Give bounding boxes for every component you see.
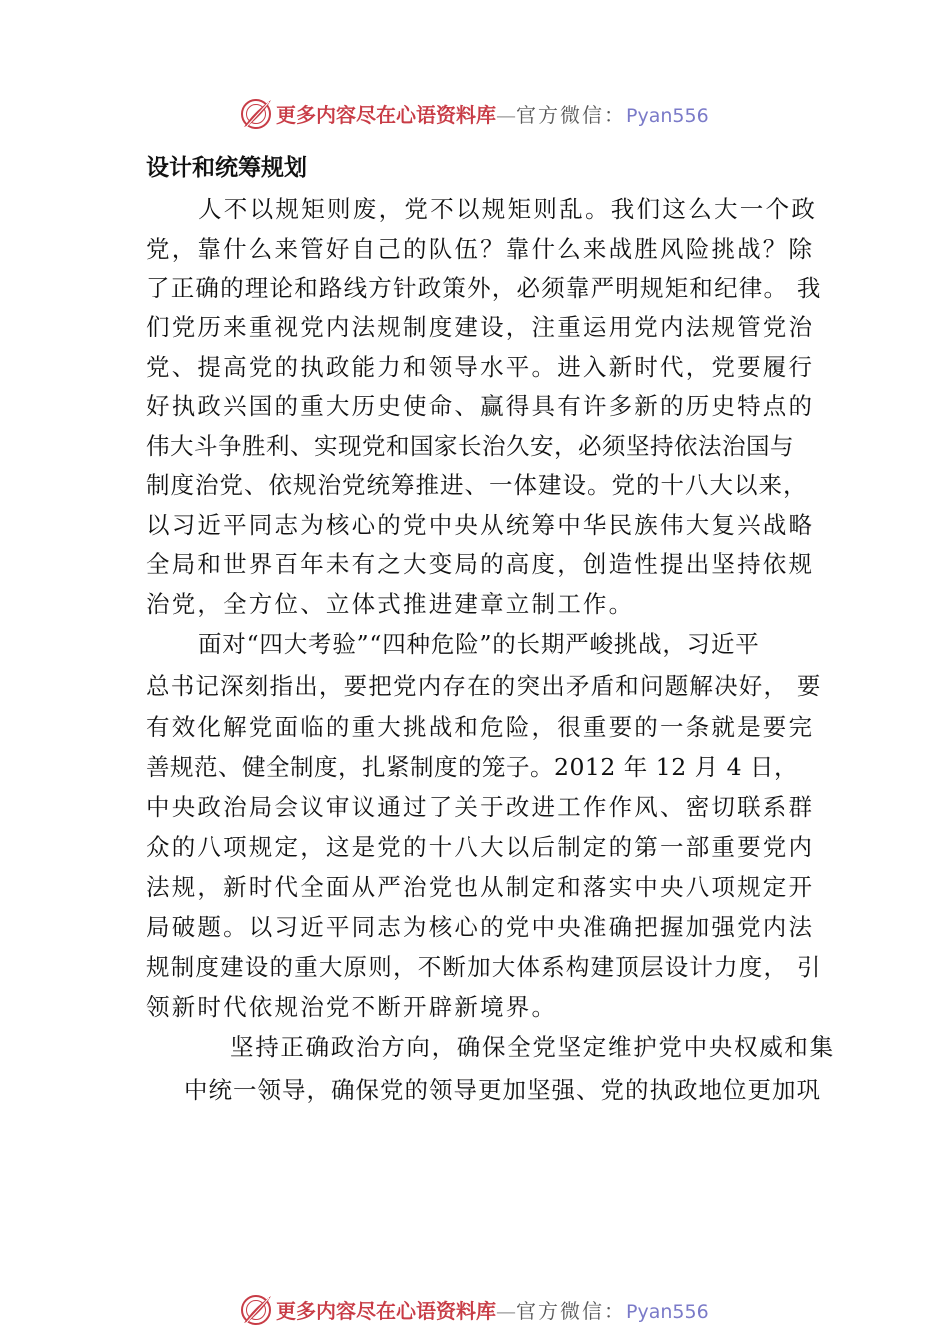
body-line: 伟大斗争胜利、实现党和国家长治久安，必须坚持依法治国与 [146,432,794,460]
watermark-separator: — [496,103,516,127]
body-line: 总书记深刻指出，要把党内存在的突出矛盾和问题解决好， 要 [146,672,822,700]
body-line: 中央政治局会议审议通过了关于改进工作作风、密切联系群 [146,793,815,821]
body-line: 坚持正确政治方向，确保全党坚定维护党中央权威和集 [230,1033,835,1061]
watermark-text [276,1299,709,1324]
body-line: 好执政兴国的重大历史使命、赢得具有许多新的历史特点的 [146,392,815,420]
watermark-main-text: 更多内容尽在心语资料库 [276,103,496,127]
body-line: 有效化解党面临的重大挑战和危险，很重要的一条就是要完 [146,713,815,741]
watermark-separator: — [496,1299,516,1323]
watermark-wechat-label: 官方微信： [516,1299,626,1323]
body-line: 以习近平同志为核心的党中央从统筹中华民族伟大复兴战略 [146,511,815,539]
body-line: 全局和世界百年未有之大变局的高度，创造性提出坚持依规 [146,550,815,578]
watermark-text [276,103,709,128]
body-line: 治党，全方位、立体式推进建章立制工作。 [146,590,635,618]
quill-logo-icon [238,96,274,132]
body-line: 中统一领导，确保党的领导更加坚强、党的执政地位更加巩 [184,1076,821,1104]
watermark-wechat-label: 官方微信： [516,103,626,127]
body-line: 们党历来重视党内法规制度建设，注重运用党内法规管党治 [146,313,815,341]
body-line: 党，靠什么来管好自己的队伍？靠什么来战胜风险挑战？除 [146,235,815,263]
body-line: 党、提高党的执政能力和领导水平。进入新时代，党要履行 [146,353,815,381]
body-line: 面对“四大考验”“四种危险”的长期严峻挑战，习近平 [198,630,760,658]
body-line: 人不以规矩则废，党不以规矩则乱。我们这么大一个政 [198,195,818,223]
quill-logo-icon [238,1292,274,1328]
body-line: 了正确的理论和路线方针政策外，必须靠严明规矩和纪律。 我 [146,274,822,302]
body-line: 制度治党、依规治党统筹推进、一体建设。党的十八大以来， [146,471,808,499]
body-line: 善规范、健全制度，扎紧制度的笼子。2012 年 12 月 4 日， [146,753,799,781]
watermark-main-text: 更多内容尽在心语资料库 [276,1299,496,1323]
body-line: 领新时代依规治党不断开辟新境界。 [146,993,558,1021]
footer-watermark [0,1290,950,1330]
body-line: 众的八项规定，这是党的十八大以后制定的第一部重要党内 [146,833,815,861]
body-line: 法规，新时代全面从严治党也从制定和落实中央八项规定开 [146,873,815,901]
watermark-wechat-id: Pyan556 [626,105,709,127]
body-line: 规制度建设的重大原则，不断加大体系构建顶层设计力度， 引 [146,953,822,981]
header-watermark [0,94,950,134]
section-title: 设计和统筹规划 [146,155,307,181]
body-line: 局破题。以习近平同志为核心的党中央准确把握加强党内法 [146,913,815,941]
watermark-wechat-id: Pyan556 [626,1301,709,1323]
